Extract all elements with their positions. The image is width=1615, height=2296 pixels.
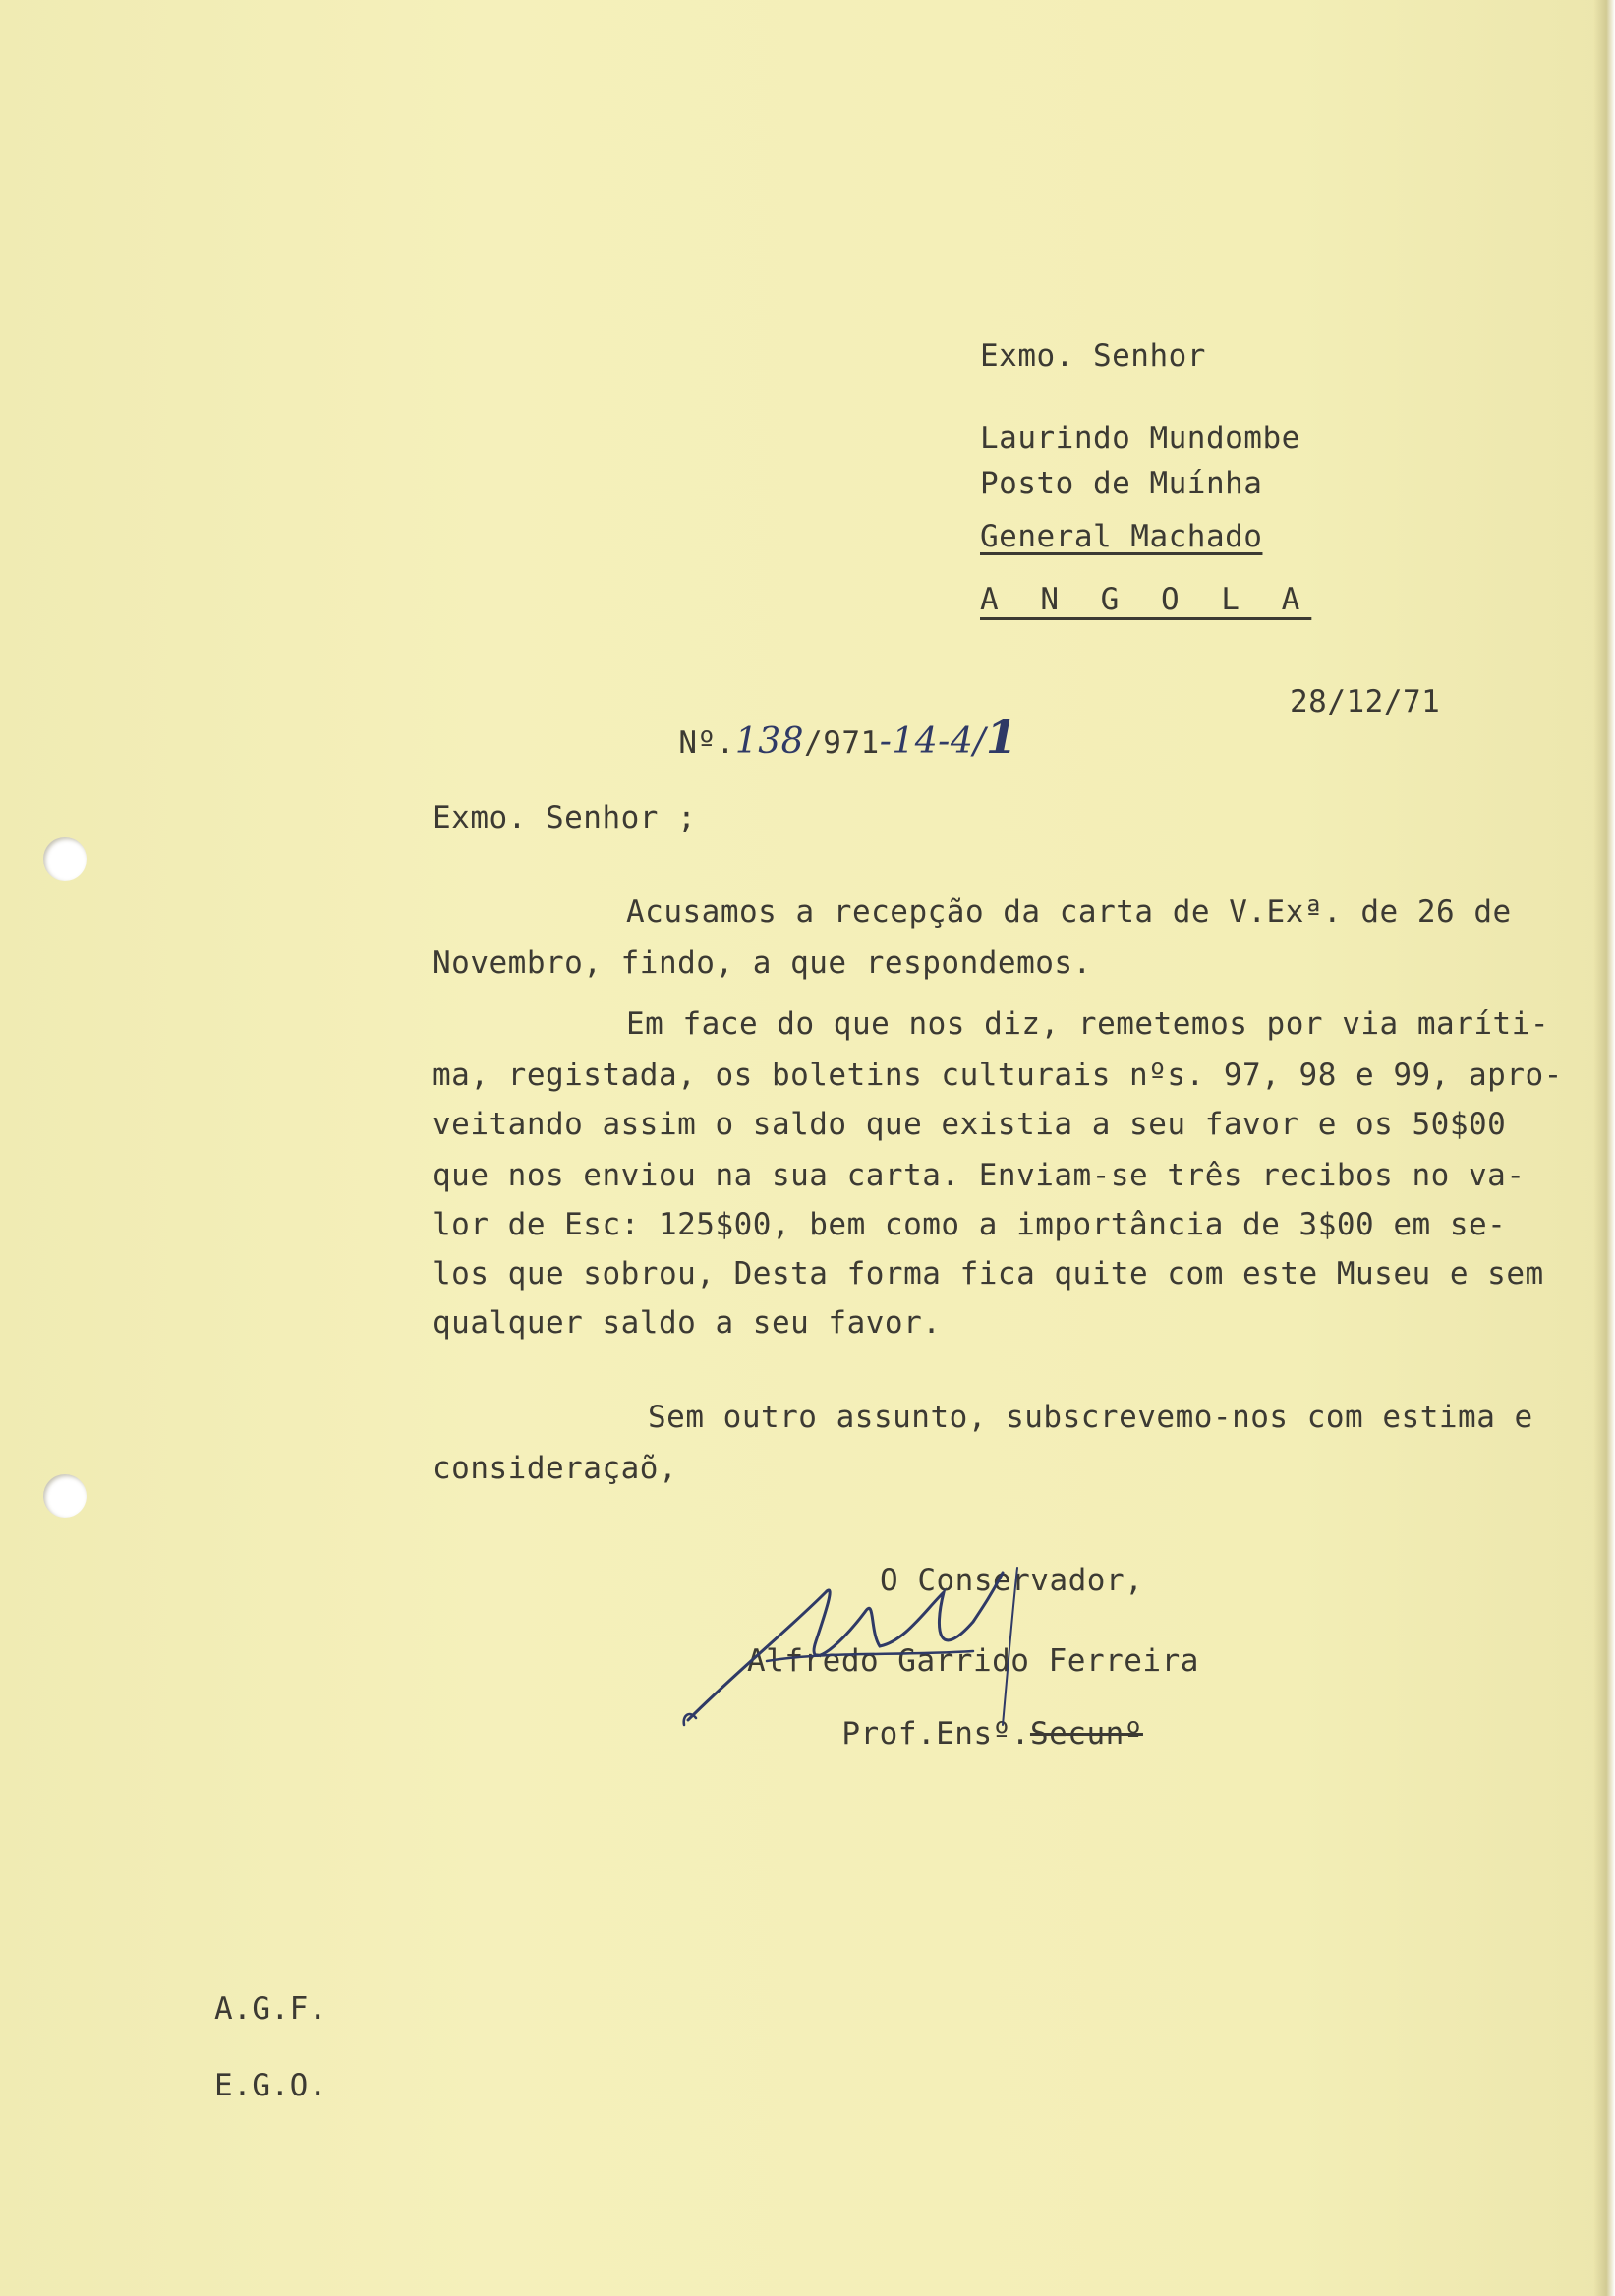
signer-role-struck: Secunº	[1029, 1716, 1143, 1751]
handwritten-signature	[678, 1553, 1189, 1750]
closing-title: O Conservador,	[880, 1563, 1144, 1598]
body-p2-line-5: lor de Esc: 125$00, bem como a importância de 3$00 em se-	[433, 1207, 1507, 1242]
letter-date: 28/12/71	[1290, 684, 1441, 719]
reference-number-handwritten: 138	[734, 721, 805, 762]
body-p1-line-2: Novembro, findo, a que respondemos.	[433, 946, 1092, 981]
body-p2-line-7: qualquer saldo a seu favor.	[433, 1305, 942, 1341]
reference-typed-year: /971	[804, 725, 880, 761]
salutation: Exmo. Senhor ;	[433, 800, 697, 835]
signature-stroke-vertical	[1003, 1568, 1017, 1725]
signature-stroke-main	[688, 1573, 1003, 1720]
body-p2-line-2: ma, registada, os boletins culturais nºs. 97, 98 e 99, apro-	[433, 1058, 1563, 1093]
reference-suffix-big: 1	[985, 711, 1018, 764]
body-p2-line-6: los que sobrou, Desta forma fica quite com este Museu e sem	[433, 1256, 1544, 1292]
address-line-2: Posto de Muínha	[980, 466, 1263, 501]
reference-prefix: Nº.	[678, 725, 735, 761]
signer-name: Alfredo Garrido Ferreira	[747, 1643, 1199, 1679]
body-p3-line-1: Sem outro assunto, subscrevemo-nos com estima e	[648, 1400, 1533, 1435]
body-p1-line-1: Acusamos a recepção da carta de V.Exª. de 26 de	[626, 894, 1512, 930]
punch-hole-bottom	[43, 1474, 87, 1518]
reference-line	[641, 684, 1018, 764]
page-edge-shadow	[1593, 0, 1615, 2296]
initials-line-1: A.G.F.	[214, 1991, 327, 2027]
punch-hole-top	[43, 837, 87, 881]
signature-stroke-underline	[767, 1651, 973, 1661]
address-country: A N G O L A	[980, 582, 1312, 617]
body-p3-line-2: consideraçaõ,	[433, 1451, 678, 1486]
reference-suffix-handwritten: -14-4/	[879, 721, 986, 762]
initials-line-2: E.G.O.	[214, 2068, 327, 2103]
address-salutation-header: Exmo. Senhor	[980, 338, 1206, 373]
body-p2-line-4: que nos enviou na sua carta. Enviam-se três recibos no va-	[433, 1158, 1526, 1193]
body-p2-line-1: Em face do que nos diz, remetemos por via maríti-	[626, 1006, 1550, 1042]
address-name: Laurindo Mundombe	[980, 421, 1300, 456]
address-line-3: General Machado	[980, 519, 1263, 554]
signer-role-text: Prof.Ensº.	[841, 1716, 1030, 1751]
body-p2-line-3: veitando assim o saldo que existia a seu favor e os 50$00	[433, 1107, 1507, 1142]
